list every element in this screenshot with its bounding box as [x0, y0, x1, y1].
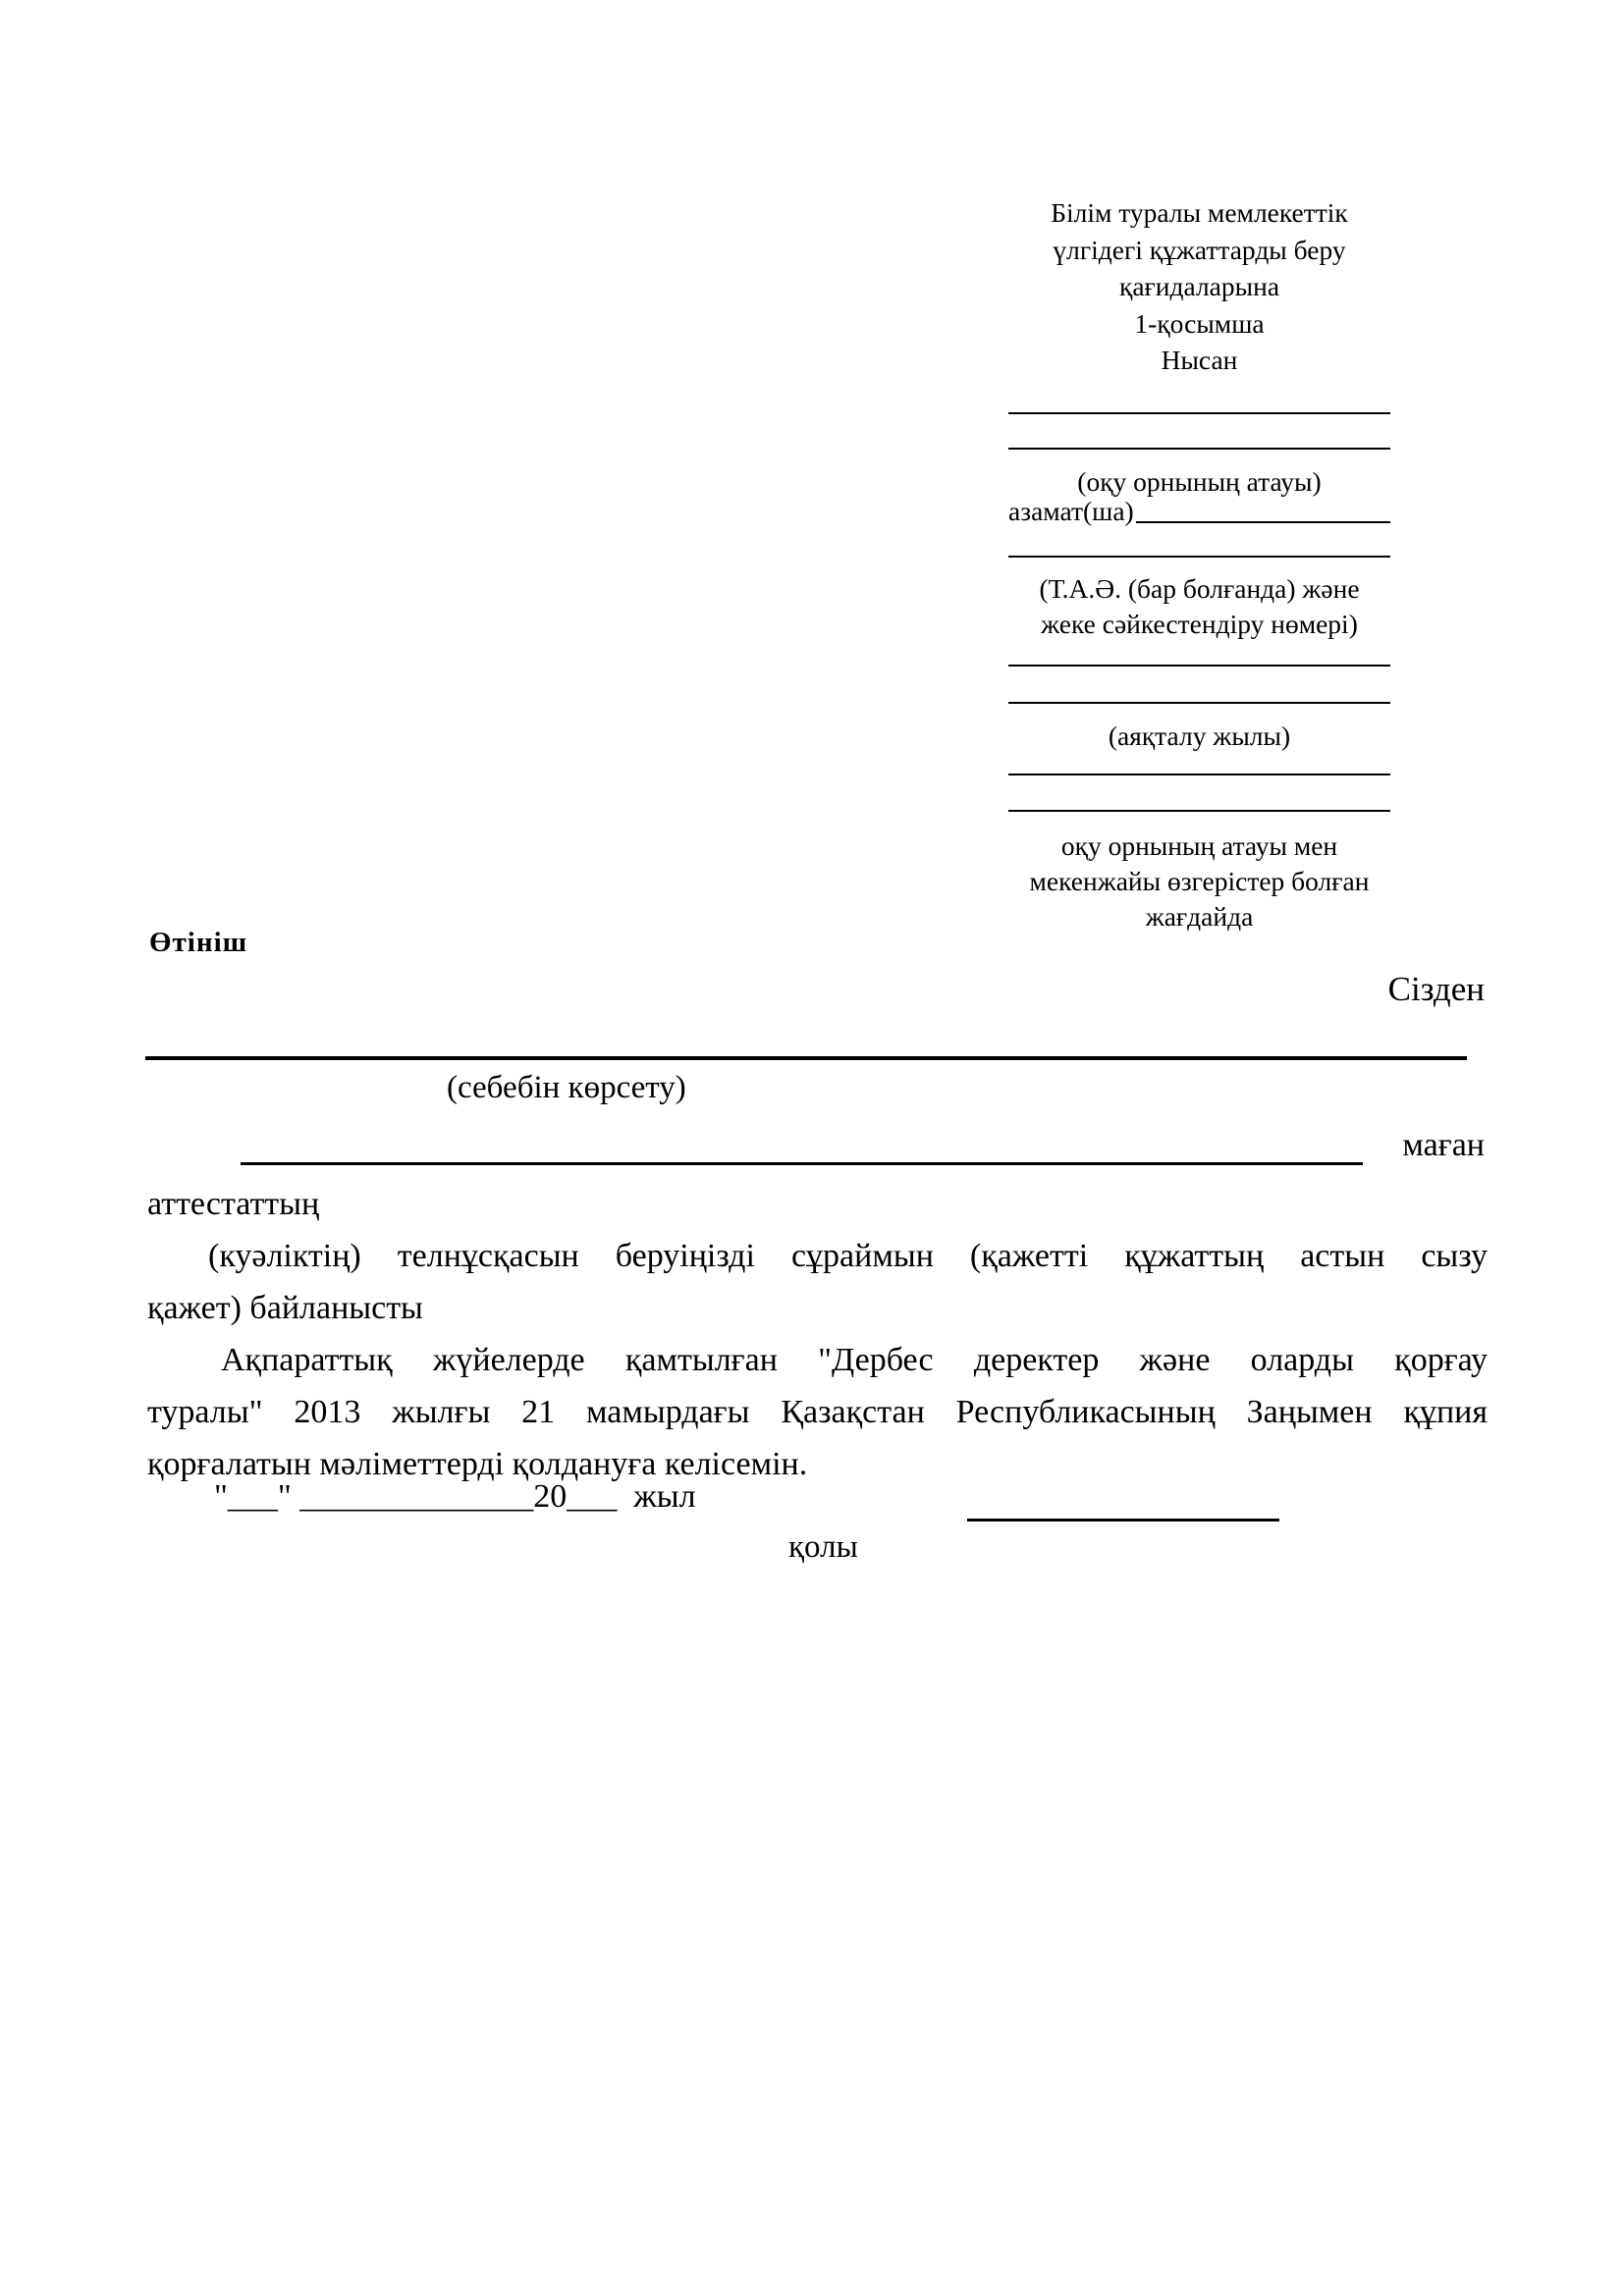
appendix-header-line-5: Нысан	[1161, 345, 1238, 375]
blank-line	[1008, 448, 1390, 450]
blank-line	[1008, 556, 1390, 558]
completion-year-caption: (аяқталу жылы)	[1108, 721, 1291, 751]
appendix-header-line-1: Білім туралы мемлекеттік	[1051, 197, 1348, 228]
name-iin-caption-line-2: жеке сәйкестендіру нөмері)	[1041, 609, 1358, 639]
appendix-header-line-3: қағидаларына	[1118, 271, 1280, 301]
signature-caption: қолы	[788, 1529, 858, 1565]
institution-change-caption-line-3: жағдайда	[1145, 901, 1254, 932]
appendix-header-line-4: 1-қосымша	[1134, 307, 1265, 339]
appendix-header	[1008, 194, 1390, 379]
institution-caption: (оқу орнының атауы)	[1077, 466, 1322, 497]
institution-change-caption-line-2: мекенжайы өзгерістер болған	[1029, 866, 1370, 896]
institution-change-caption-line-1: оқу орнының атауы мен	[1060, 830, 1338, 861]
citizen-label: азамат(ша)	[1008, 496, 1134, 526]
body-line-1: аттестаттың	[147, 1186, 320, 1222]
application-title: Өтініш	[149, 927, 248, 958]
citizen-row	[1008, 497, 1390, 526]
salutation-text: Сізден	[1387, 970, 1485, 1008]
blank-line	[241, 1162, 1363, 1165]
body-line-3: қажет) байланысты	[147, 1290, 423, 1326]
name-iin-caption-line-1: (Т.А.Ә. (бар болғанда) және	[1039, 573, 1360, 604]
body-line-6: қорғалатын мәліметтерді қолдануға келісемін.	[147, 1446, 808, 1482]
blank-line	[1008, 412, 1390, 414]
recipient-form-column	[1008, 194, 1390, 960]
appendix-header-line-2: үлгідегі құжаттарды беру	[1053, 234, 1346, 265]
blank-line	[1008, 774, 1390, 775]
body-line-4: Ақпараттық жүйелерде қамтылған "Дербес деректер және оларды қорғау	[221, 1342, 1488, 1378]
reason-blank-line	[145, 1056, 1467, 1060]
institution-change-caption	[1008, 828, 1390, 934]
reason-caption: (себебін көрсету)	[447, 1070, 686, 1105]
body-line-2: (куәліктің) телнұсқасын беруіңізді сұраймын (қажетті құжаттың астын сызу	[208, 1238, 1488, 1274]
blank-line	[1008, 810, 1390, 812]
blank-line	[1008, 665, 1390, 667]
body-line-5: туралы" 2013 жылғы 21 мамырдағы Қазақстан Республикасының Заңымен құпия	[147, 1394, 1488, 1430]
signature-blank-line	[967, 1519, 1279, 1522]
blank-line	[1136, 497, 1390, 523]
blank-line	[1008, 702, 1390, 704]
name-iin-caption	[1008, 571, 1390, 642]
application-body	[147, 1178, 1488, 1490]
to-me-label: маған	[1402, 1127, 1485, 1163]
date-blank-line: "___" ______________20___ жыл	[214, 1478, 696, 1515]
